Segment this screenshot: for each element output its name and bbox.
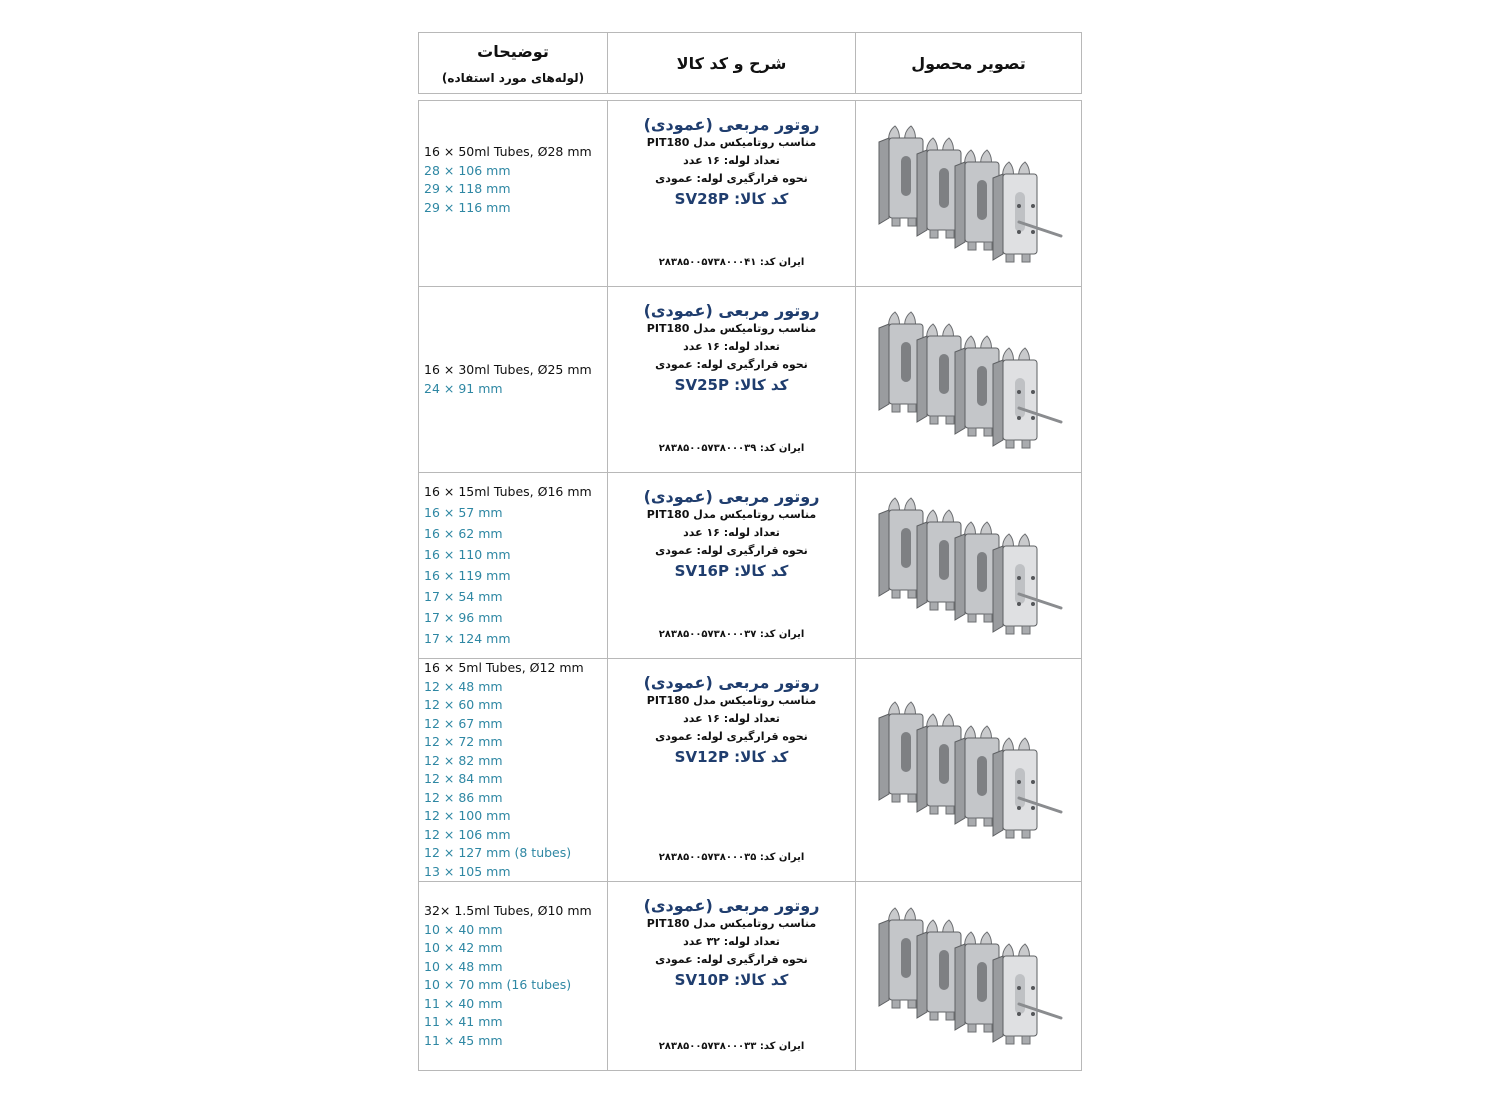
module-slot [939,354,949,394]
rotor-image [869,300,1069,460]
product-title: روتور مربعی (عمودی) [643,115,820,134]
tube-size: 11 × 45 mm [424,1032,503,1048]
module-slot [901,342,911,382]
header-row [419,33,1082,94]
bottom-tab [1006,626,1014,634]
bottom-tab [984,242,992,250]
tube-size: 16 × 110 mm [424,546,511,562]
module-side [879,714,889,800]
tube-size: 29 × 116 mm [424,199,511,215]
description-cell [608,659,856,882]
product-title: روتور مربعی (عمودی) [643,673,820,692]
screw [1031,986,1035,990]
screw [1017,390,1021,394]
bottom-tab [968,428,976,436]
bottom-tab [984,428,992,436]
module-side [917,932,927,1018]
iran-code: ایران کد: ۲۸۳۸۵۰۰۵۷۳۸۰۰۰۳۳ [658,1041,805,1052]
tube-size: 12 × 127 mm (8 tubes) [424,845,572,860]
screw [1031,780,1035,784]
rotor-image [869,896,1069,1056]
product-table [418,100,1082,1071]
module-side [879,138,889,224]
rotor-image [869,114,1069,274]
tube-size: 12 × 100 mm [424,808,511,823]
tube-size: 10 × 70 mm (16 tubes) [424,977,572,992]
rotor-module [917,138,961,238]
bottom-tab [984,818,992,826]
tube-size: 10 × 40 mm [424,921,503,937]
notes-cell [419,659,608,882]
header-notes-cell [419,33,608,94]
screw [1031,1012,1035,1016]
rotor-module [955,726,999,826]
module-side [955,534,965,620]
table-row [419,882,1082,1071]
bottom-tab [930,602,938,610]
header-image-cell [856,33,1082,94]
rotor-module [993,348,1037,448]
rotor-module [993,534,1037,634]
bottom-tab [930,416,938,424]
bottom-tab [908,794,916,802]
bottom-tab [1006,1036,1014,1044]
product-title: روتور مربعی (عمودی) [643,301,820,320]
rotor-module [879,126,923,226]
iran-code: ایران کد: ۲۸۳۸۵۰۰۵۷۳۸۰۰۰۳۷ [658,629,805,640]
tube-size: 12 × 72 mm [424,734,503,749]
tube-size: 16 × 62 mm [424,525,503,541]
tube-size: 11 × 40 mm [424,995,503,1011]
module-slot [939,168,949,208]
notes-cell [419,473,608,659]
tube-count: تعداد لوله: ۱۶ عدد [683,526,780,539]
screw [1031,204,1035,208]
bottom-tab [1022,254,1030,262]
iran-code: ایران کد: ۲۸۳۸۵۰۰۵۷۳۸۰۰۰۳۵ [658,852,805,863]
screw [1017,1012,1021,1016]
module-side [993,956,1003,1042]
tube-spec: 16 × 5ml Tubes, Ø12 mm [424,660,584,675]
bottom-tab [1006,254,1014,262]
rotor-module [955,522,999,622]
module-slot [1015,378,1025,418]
bottom-tab [1022,626,1030,634]
bottom-tab [968,1024,976,1032]
screw [1017,576,1021,580]
module-side [993,546,1003,632]
header-image-title: تصویر محصول [911,53,1026,73]
tube-size: 29 × 118 mm [424,181,511,196]
screw [1017,806,1021,810]
module-side [917,522,927,608]
image-cell [856,473,1082,659]
product-code: کد کالا: SV28P [674,190,789,208]
module-side [917,336,927,422]
table-row [419,473,1082,659]
module-slot [977,366,987,406]
bottom-tab [984,614,992,622]
bottom-tab [908,404,916,412]
product-title: روتور مربعی (عمودی) [643,896,820,915]
header-notes-title: توضیحات [477,41,549,61]
tube-size: 12 × 60 mm [424,697,503,712]
tube-size: 17 × 124 mm [424,630,511,646]
screw [1031,602,1035,606]
module-side [955,944,965,1030]
bottom-tab [908,218,916,226]
bottom-tab [892,1000,900,1008]
description-cell [608,287,856,473]
header-table [418,32,1082,94]
tube-size: 16 × 119 mm [424,567,511,583]
module-slot [901,732,911,772]
rotor-module [993,738,1037,838]
tube-count: تعداد لوله: ۱۶ عدد [683,712,780,725]
bottom-tab [1022,1036,1030,1044]
rotor-module [917,920,961,1020]
tube-size: 12 × 48 mm [424,678,503,694]
product-code: کد کالا: SV25P [674,376,789,394]
module-side [917,150,927,236]
rotor-module [955,932,999,1032]
bottom-tab [892,590,900,598]
module-slot [901,938,911,978]
module-slot [1015,564,1025,604]
screw [1017,780,1021,784]
image-cell [856,659,1082,882]
bottom-tab [1006,440,1014,448]
image-cell [856,287,1082,473]
notes-cell [419,882,608,1071]
table-row [419,101,1082,287]
module-slot [901,156,911,196]
tube-size: 11 × 41 mm [424,1014,503,1029]
notes-cell [419,287,608,473]
tube-count: تعداد لوله: ۱۶ عدد [683,154,780,167]
module-slot [1015,192,1025,232]
tube-spec: 16 × 30ml Tubes, Ø25 mm [424,362,592,377]
notes-cell [419,101,608,287]
product-code: کد کالا: SV16P [674,562,789,580]
module-slot [939,950,949,990]
module-slot [977,180,987,220]
rotor-module [879,498,923,598]
module-side [993,174,1003,260]
compatible-model: مناسب روتامیکس مدل PIT180 [646,136,817,149]
bottom-tab [892,404,900,412]
module-side [917,726,927,812]
bottom-tab [892,218,900,226]
tube-size: 17 × 54 mm [424,588,503,604]
screw [1031,576,1035,580]
module-side [879,510,889,596]
table-row [419,659,1082,882]
rotor-image [869,690,1069,850]
tube-size: 12 × 84 mm [424,771,503,786]
module-side [879,324,889,410]
screw [1017,602,1021,606]
bottom-tab [968,818,976,826]
bottom-tab [930,1012,938,1020]
module-slot [977,552,987,592]
bottom-tab [946,806,954,814]
rotor-module [993,944,1037,1044]
product-title: روتور مربعی (عمودی) [643,487,820,506]
description-cell [608,473,856,659]
bottom-tab [968,614,976,622]
tube-size: 12 × 82 mm [424,752,503,768]
header-notes-subtitle: (لوله‌های مورد استفاده) [441,70,585,85]
module-side [955,348,965,434]
image-cell [856,882,1082,1071]
tube-size: 13 × 105 mm [424,863,511,879]
bottom-tab [946,602,954,610]
rotor-module [993,162,1037,262]
rotor-module [879,908,923,1008]
module-slot [939,744,949,784]
module-side [879,920,889,1006]
screw [1031,390,1035,394]
tube-orientation: نحوه قرارگیری لوله: عمودی [655,172,808,185]
tube-size: 10 × 42 mm [424,940,503,955]
tube-size: 17 × 96 mm [424,609,503,625]
rotor-module [917,714,961,814]
tube-orientation: نحوه قرارگیری لوله: عمودی [655,730,808,743]
header-desc-cell [608,33,856,94]
bottom-tab [1022,440,1030,448]
compatible-model: مناسب روتامیکس مدل PIT180 [646,694,817,707]
compatible-model: مناسب روتامیکس مدل PIT180 [646,508,817,521]
product-code: کد کالا: SV10P [674,971,789,989]
description-cell [608,101,856,287]
module-slot [1015,974,1025,1014]
header-desc-title: شرح و کد کالا [676,53,787,73]
compatible-model: مناسب روتامیکس مدل PIT180 [646,322,817,335]
tube-size: 28 × 106 mm [424,162,511,178]
rotor-module [879,312,923,412]
bottom-tab [908,1000,916,1008]
compatible-model: مناسب روتامیکس مدل PIT180 [646,917,817,930]
screw [1017,986,1021,990]
bottom-tab [930,806,938,814]
tube-size: 10 × 48 mm [424,958,503,974]
module-side [993,750,1003,836]
tube-spec: 16 × 15ml Tubes, Ø16 mm [424,484,592,499]
tube-size: 24 × 91 mm [424,380,503,396]
module-side [955,162,965,248]
screw [1031,806,1035,810]
tube-orientation: نحوه قرارگیری لوله: عمودی [655,358,808,371]
rotor-module [917,324,961,424]
screw [1031,230,1035,234]
screw [1017,204,1021,208]
iran-code: ایران کد: ۲۸۳۸۵۰۰۵۷۳۸۰۰۰۴۱ [658,257,805,268]
module-side [993,360,1003,446]
screw [1017,416,1021,420]
screw [1017,230,1021,234]
tube-spec: 32× 1.5ml Tubes, Ø10 mm [424,903,592,918]
screw [1031,416,1035,420]
iran-code: ایران کد: ۲۸۳۸۵۰۰۵۷۳۸۰۰۰۳۹ [658,443,805,454]
bottom-tab [946,416,954,424]
module-slot [939,540,949,580]
bottom-tab [930,230,938,238]
bottom-tab [984,1024,992,1032]
description-cell [608,882,856,1071]
rotor-module [955,150,999,250]
tube-spec: 16 × 50ml Tubes, Ø28 mm [424,144,592,159]
bottom-tab [1022,830,1030,838]
table-row [419,287,1082,473]
tube-size: 12 × 67 mm [424,715,503,731]
rotor-module [879,702,923,802]
bottom-tab [908,590,916,598]
tube-size: 12 × 86 mm [424,789,503,805]
tube-count: تعداد لوله: ۳۲ عدد [683,935,780,948]
tube-count: تعداد لوله: ۱۶ عدد [683,340,780,353]
module-slot [977,756,987,796]
module-slot [1015,768,1025,808]
bottom-tab [968,242,976,250]
rotor-image [869,486,1069,646]
module-side [955,738,965,824]
tube-size: 12 × 106 mm [424,826,511,842]
rotor-module [955,336,999,436]
image-cell [856,101,1082,287]
module-slot [977,962,987,1002]
module-slot [901,528,911,568]
bottom-tab [946,230,954,238]
bottom-tab [892,794,900,802]
tube-orientation: نحوه قرارگیری لوله: عمودی [655,953,808,966]
bottom-tab [1006,830,1014,838]
rotor-module [917,510,961,610]
tube-size: 16 × 57 mm [424,504,503,520]
product-code: کد کالا: SV12P [674,748,789,766]
bottom-tab [946,1012,954,1020]
tube-orientation: نحوه قرارگیری لوله: عمودی [655,544,808,557]
